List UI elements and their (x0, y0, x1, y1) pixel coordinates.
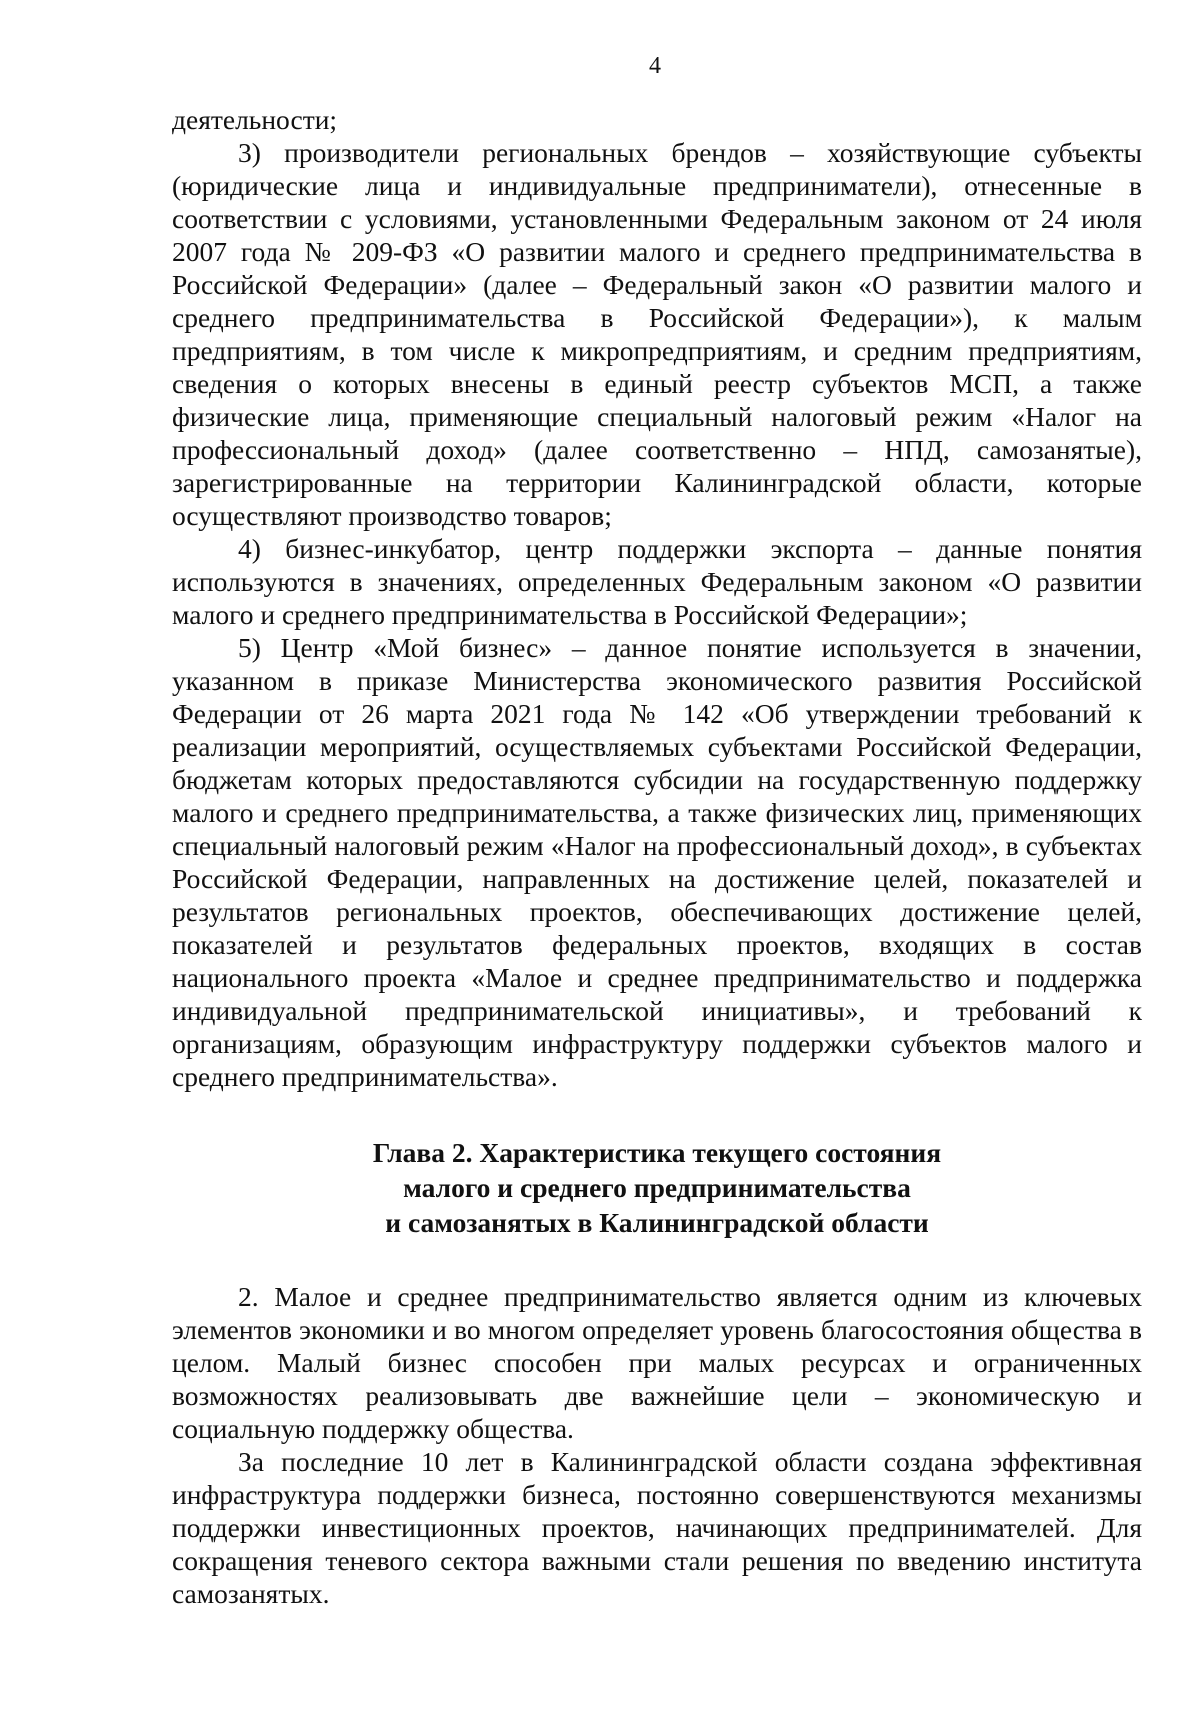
chapter-heading-line-2: малого и среднего предпринимательства (403, 1172, 911, 1203)
chapter-heading (172, 1135, 1142, 1240)
chapter-heading-line-3: и самозанятых в Калининградской области (385, 1207, 929, 1238)
paragraph-continuation: деятельности; (172, 104, 338, 135)
paragraph-last-10-years: За последние 10 лет в Калининградской области создана эффективная инфраструктура поддержки бизнеса, постоянно совершенствуются механизмы поддержки инвестиционных проектов, начинающих предпринимателей. Для сокращения теневого сектора важными стали решения по введению института самозанятых. (172, 1446, 1142, 1609)
paragraph-item-4: 4) бизнес-инкубатор, центр поддержки экспорта – данные понятия используются в значениях, определенных Федеральным законом «О развитии малого и среднего предпринимательства в Российской Федерации»; (172, 533, 1142, 630)
paragraph-item-5: 5) Центр «Мой бизнес» – данное понятие используется в значении, указанном в приказе Министерства экономического развития Российской Федерации от 26 марта 2021 года № 142 «Об утверждении требований к реализации мероприятий, осуществляемых субъектами Российской Федерации, бюджетам которых предоставляются субсидии на государственную поддержку малого и среднего предпринимательства, а также физических лиц, применяющих специальный налоговый режим «Налог на профессиональный доход», в субъектах Российской Федерации, направленных на достижение целей, показателей и результатов региональных проектов, обеспечивающих достижение целей, показателей и результатов федеральных проектов, входящих в состав национального проекта «Малое и среднее предпринимательство и поддержка индивидуальной предпринимательской инициативы», и требований к организациям, образующим инфраструктуру поддержки субъектов малого и среднего предпринимательства». (172, 632, 1142, 1092)
paragraph-section-2: 2. Малое и среднее предпринимательство является одним из ключевых элементов экономики и во многом определяет уровень благосостояния общества в целом. Малый бизнес способен при малых ресурсах и ограниченных возможностях реализовывать две важнейшие цели – экономическую и социальную поддержку общества. (172, 1281, 1142, 1444)
paragraph-item-3: 3) производители региональных брендов – хозяйствующие субъекты (юридические лица и индивидуальные предприниматели), отнесенные в соответствии с условиями, установленными Федеральным законом от 24 июля 2007 года № 209-ФЗ «О развитии малого и среднего предпринимательства в Российской Федерации» (далее – Федеральный закон «О развитии малого и среднего предпринимательства в Российской Федерации»), к малым предприятиям, в том числе к микропредприятиям, и средним предприятиям, сведения о которых внесены в единый реестр субъектов МСП, а также физические лица, применяющие специальный налоговый режим «Налог на профессиональный доход» (далее соответственно – НПД, самозанятые), зарегистрированные на территории Калининградской области, которые осуществляют производство товаров; (172, 137, 1142, 531)
page-number: 4 (649, 53, 661, 79)
document-body (172, 103, 1142, 1610)
chapter-heading-line-1: Глава 2. Характеристика текущего состояния (372, 1137, 942, 1168)
